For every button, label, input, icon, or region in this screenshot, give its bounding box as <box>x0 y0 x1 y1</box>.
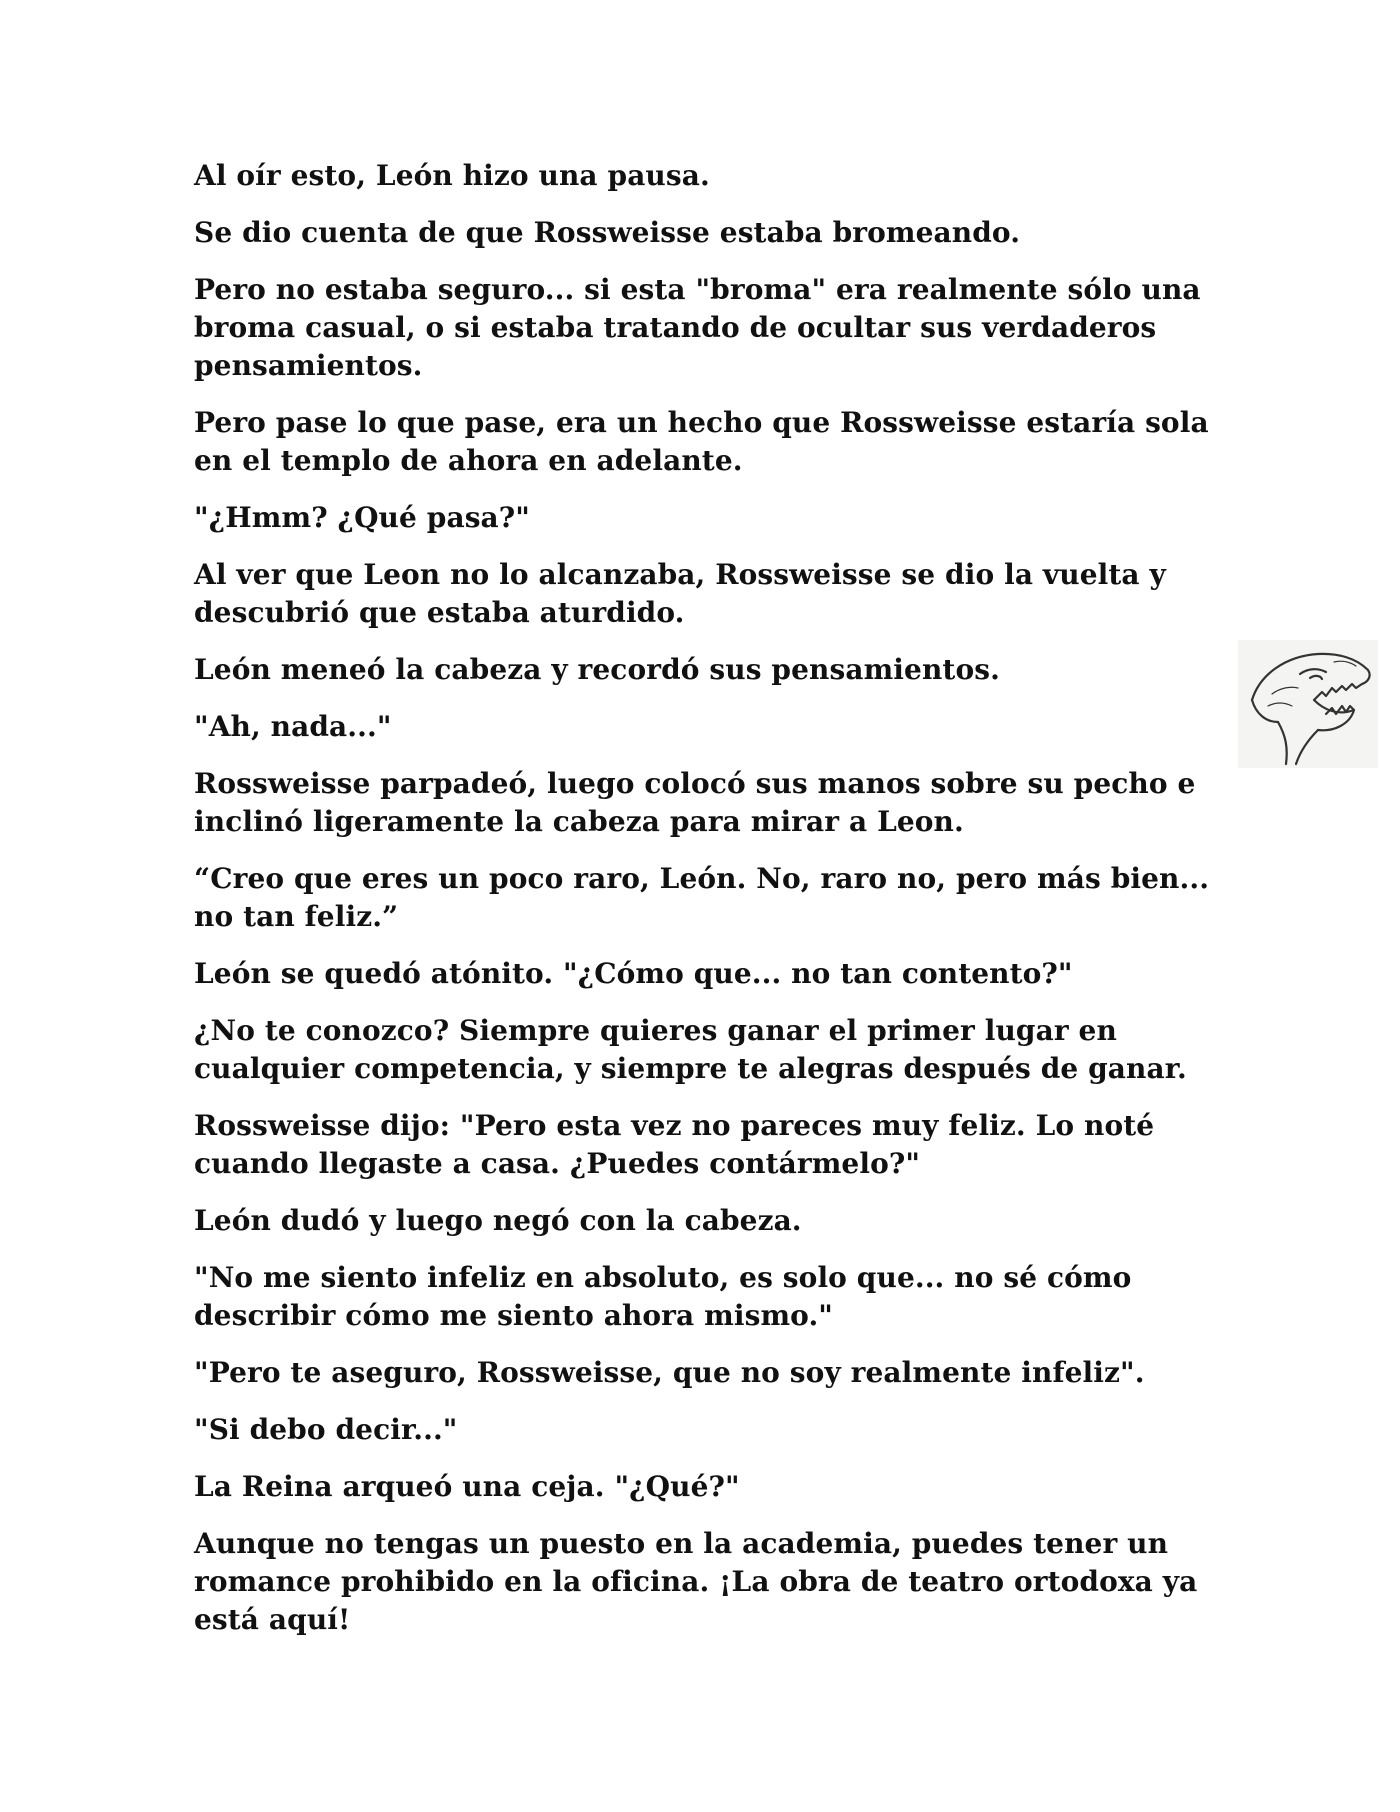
paragraph: “Creo que eres un poco raro, León. No, raro no, pero más bien... no tan feliz.” <box>194 862 1210 933</box>
paragraph: "No me siento infeliz en absoluto, es solo que... no sé cómo describir cómo me siento ahora mismo." <box>194 1261 1132 1332</box>
dinosaur-logo <box>1238 640 1378 768</box>
paragraph: "Ah, nada..." <box>194 710 392 743</box>
paragraph: ¿No te conozco? Siempre quieres ganar el primer lugar en cualquier competencia, y siempre te alegras después de ganar. <box>194 1014 1187 1085</box>
paragraph: Pero pase lo que pase, era un hecho que Rossweisse estaría sola en el templo de ahora en adelante. <box>194 406 1209 477</box>
paragraph: "¿Hmm? ¿Qué pasa?" <box>194 501 530 534</box>
paragraph: Se dio cuenta de que Rossweisse estaba bromeando. <box>194 216 1021 249</box>
paragraph: León dudó y luego negó con la cabeza. <box>194 1204 802 1237</box>
paragraph: Rossweisse parpadeó, luego colocó sus manos sobre su pecho e inclinó ligeramente la cabeza para mirar a Leon. <box>194 767 1196 838</box>
paragraph: Aunque no tengas un puesto en la academia, puedes tener un romance prohibido en la oficina. ¡La obra de teatro ortodoxa ya está aquí! <box>194 1527 1198 1636</box>
paragraph: "Si debo decir..." <box>194 1413 458 1446</box>
paragraph: Pero no estaba seguro... si esta "broma" era realmente sólo una broma casual, o si estaba tratando de ocultar sus verdaderos pensamientos. <box>194 273 1201 382</box>
paragraph: León meneó la cabeza y recordó sus pensamientos. <box>194 653 1000 686</box>
paragraph: Al oír esto, León hizo una pausa. <box>194 159 710 192</box>
story-text <box>194 157 1224 1658</box>
paragraph: León se quedó atónito. "¿Cómo que... no tan contento?" <box>194 957 1073 990</box>
dinosaur-head-icon <box>1238 640 1378 768</box>
paragraph: Rossweisse dijo: "Pero esta vez no pareces muy feliz. Lo noté cuando llegaste a casa. ¿Puedes contármelo?" <box>194 1109 1155 1180</box>
paragraph: "Pero te aseguro, Rossweisse, que no soy realmente infeliz". <box>194 1356 1145 1389</box>
paragraph: Al ver que Leon no lo alcanzaba, Rossweisse se dio la vuelta y descubrió que estaba aturdido. <box>194 558 1166 629</box>
paragraph: La Reina arqueó una ceja. "¿Qué?" <box>194 1470 740 1503</box>
